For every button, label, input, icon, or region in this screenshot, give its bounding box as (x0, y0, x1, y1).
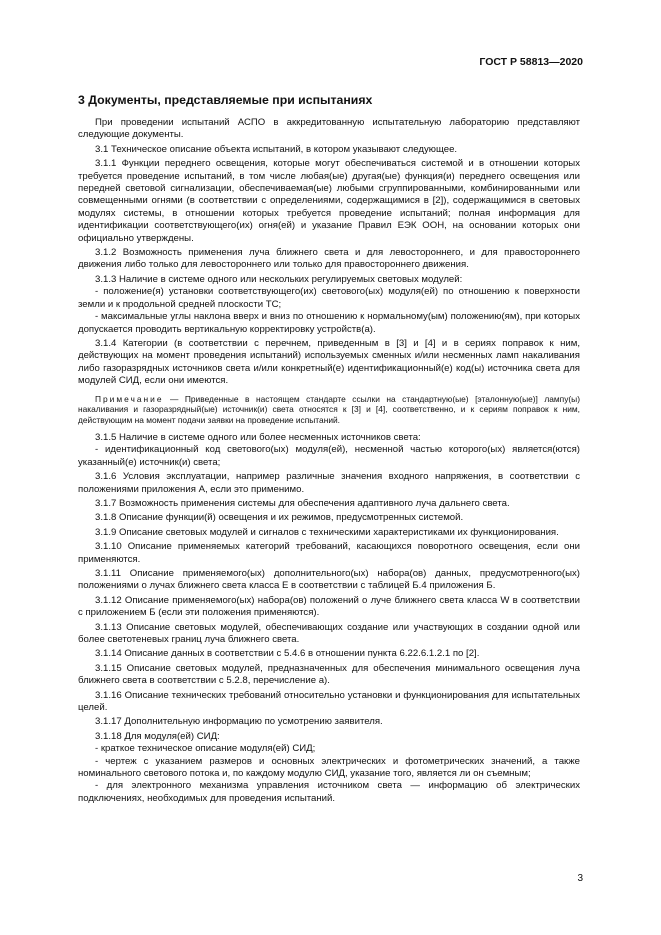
paragraph: 3.1.6 Условия эксплуатации, например различные значения входного напряжения, в соответствии с положениями приложения А, если это применимо. (78, 471, 580, 495)
list-item: - идентификационный код светового(ых) модуля(ей), несменной частью которого(ых) является(ются) указанный(е) источник(и) света; (78, 444, 580, 468)
paragraph: 3.1.14 Описание данных в соответствии с 5.4.6 в отношении пункта 6.22.6.1.2.1 по [2]. (95, 648, 480, 660)
paragraph: 3.1.9 Описание световых модулей и сигналов с техническими характеристиками их функционирования. (95, 526, 559, 538)
paragraph: 3.1.1 Функции переднего освещения, которые могут обеспечиваться системой и в отношении которых требуется проведение испытаний, в том числе любая(ые) другая(ые) функция(и) переднего освещения или передней световой сигнализации, обеспечиваемая(ые) любыми сгруппированными, комбинированными или совмещенными огнями (в соответствии с определениями, содержащимися в [2]), содержащимися в световых модулях системы, в отношении которых требуется проведение испытаний; полная информация для идентификации соответствующего(их) огня(ей) и указание Правил ЕЭК ООН, на основании которых они официально утверждены. (78, 158, 580, 244)
document-code: ГОСТ Р 58813—2020 (479, 56, 583, 68)
list-item: - максимальные углы наклона вверх и вниз по отношению к нормальному(ым) положению(ям), при которых допускается проводить вертикальную корректировку устройств(а). (78, 311, 580, 335)
paragraph: 3.1.5 Наличие в системе одного или более несменных источников света: (95, 431, 421, 443)
paragraph: 3.1.18 Для модуля(ей) СИД: (95, 730, 220, 742)
paragraph: 3.1.10 Описание применяемых категорий требований, касающихся поворотного освещения, если они применяются. (78, 541, 580, 565)
section-title: 3 Документы, представляемые при испытаниях (78, 93, 373, 107)
paragraph: 3.1.4 Категории (в соответствии с перечнем, приведенным в [3] и [4] и в сериях поправок к ним, действующих на момент проведения испытаний) используемых сменных и/или несменных ламп накаливания либо газоразрядных источников света и/или конкретный(е) идентификационный(е) код(ы) источника света для модулей СИД, если они имеются. (78, 337, 580, 387)
list-item: - чертеж с указанием размеров и основных электрических и фотометрических значений, а также номинального светового потока и, по каждому модулю СИД, указание того, является ли он съемным; (78, 755, 580, 780)
body-text (78, 117, 580, 805)
note-text: — Приведенные в настоящем стандарте ссылки на стандартную(ые) [эталонную(ые)] лампу(ы) накаливания и газоразрядный(ые) источник(и) света относятся к [3] и [4], соответственно, и к сериям поправок к ним, действующим на момент подачи заявки на проведение испытаний. (78, 393, 580, 426)
paragraph: 3.1.12 Описание применяемого(ых) набора(ов) положений о луче ближнего света класса W в соответствии с приложением Б (если эти положения применяются). (78, 594, 580, 619)
paragraph: 3.1.13 Описание световых модулей, обеспечивающих создание или участвующих в создании одной или более светотеневых границ луча ближнего света. (78, 621, 580, 646)
note-label: Примечание (95, 393, 164, 404)
paragraph: 3.1.15 Описание световых модулей, предназначенных для обеспечения минимального освещения луча ближнего света в соответствии с 5.2.8, перечисление а). (78, 662, 580, 687)
paragraph: 3.1.11 Описание применяемого(ых) дополнительного(ых) набора(ов) данных, предусмотренного(ых) положениями о лучах ближнего света класса Е в соответствии с таблицей Б.4 приложения Б. (78, 567, 580, 592)
paragraph: 3.1.3 Наличие в системе одного или нескольких регулируемых световых модулей: (95, 273, 463, 285)
paragraph: 3.1.7 Возможность применения системы для обеспечения адаптивного луча дальнего света. (95, 497, 510, 509)
page-number: 3 (577, 873, 583, 884)
paragraph: 3.1.16 Описание технических требований относительно установки и функционирования для испытательных целей. (78, 689, 580, 714)
paragraph: 3.1.17 Дополнительную информацию по усмотрению заявителя. (95, 716, 383, 728)
list-item: - положение(я) установки соответствующего(их) светового(ых) модуля(ей) по отношению к поверхности земли и к продольной средней плоскости ТС; (78, 286, 580, 310)
list-item: - для электронного механизма управления источником света — информацию об электрических подключениях, необходимых для проведения испытаний. (78, 780, 580, 804)
note (78, 394, 580, 426)
paragraph: 3.1 Техническое описание объекта испытаний, в котором указывают следующее. (95, 143, 458, 155)
paragraph: 3.1.8 Описание функции(й) освещения и их режимов, предусмотренных системой. (95, 512, 464, 524)
list-item: - краткое техническое описание модуля(ей) СИД; (95, 743, 316, 755)
paragraph: При проведении испытаний АСПО в аккредитованную испытательную лабораторию представляют следующие документы. (78, 117, 580, 141)
paragraph: 3.1.2 Возможность применения луча ближнего света и для левостороннего, и для правостороннего движения либо только для левостороннего или только для правостороннего движения. (78, 247, 580, 271)
